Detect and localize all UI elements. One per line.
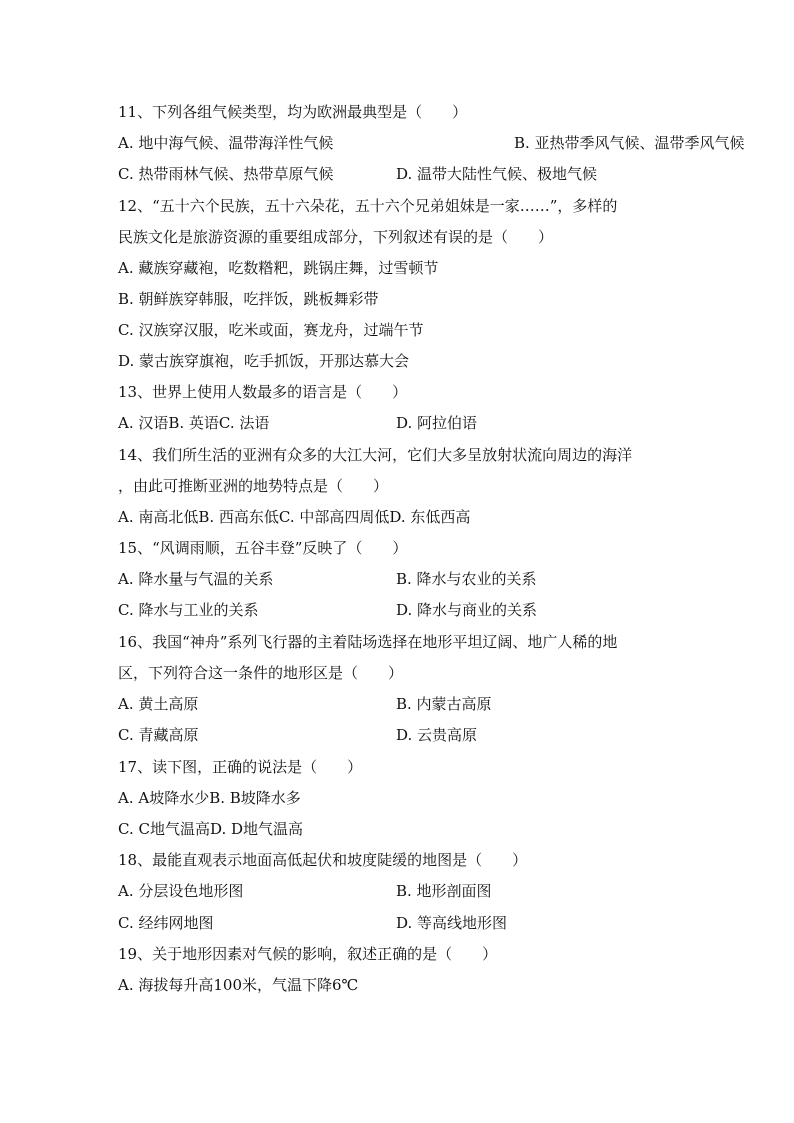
option-d: D. 云贵高原 <box>396 726 478 744</box>
question-16-stem-line-1: 16、我国“神舟”系列飞行器的主着陆场选择在地形平坦辽阔、地广人稀的地 <box>118 633 618 651</box>
question-12-option-a: A. 藏族穿藏袍，吃数糌粑，跳锅庄舞，过雪顿节 <box>118 259 439 277</box>
option-c: C. 青藏高原 <box>118 726 199 744</box>
question-17-options-row-2: C. C地气温高D. D地气温高 <box>118 820 304 838</box>
option-a: A. 地中海气候、温带海洋性气候 <box>118 134 334 152</box>
question-15-options-row-2 <box>118 600 538 620</box>
question-15-stem: 15、“风调雨顺，五谷丰登”反映了（ ） <box>118 539 408 557</box>
option-d: D. 降水与商业的关系 <box>396 601 538 619</box>
question-12-stem-line-1: 12、“五十六个民族，五十六朵花，五十六个兄弟姐妹是一家……”，多样的 <box>118 197 618 215</box>
question-14-options: A. 南高北低B. 西高东低C. 中部高四周低D. 东低西高 <box>118 508 471 526</box>
question-11-options-row-1 <box>118 133 745 153</box>
question-18-stem: 18、最能直观表示地面高低起伏和坡度陡缓的地图是（ ） <box>118 851 528 869</box>
option-d: D. 温带大陆性气候、极地气候 <box>396 165 598 183</box>
option-b: B. 亚热带季风气候、温带季风气候 <box>514 134 745 152</box>
option-b: B. 内蒙古高原 <box>396 695 492 713</box>
question-13-stem: 13、世界上使用人数最多的语言是（ ） <box>118 383 408 401</box>
question-18-options-row-2 <box>118 913 508 933</box>
question-12-option-b: B. 朝鲜族穿韩服，吃拌饭，跳板舞彩带 <box>118 290 379 308</box>
question-12-stem-line-2: 民族文化是旅游资源的重要组成部分，下列叙述有误的是（ ） <box>118 228 554 246</box>
question-17-options-row-1: A. A坡降水少B. B坡降水多 <box>118 789 301 807</box>
question-14-stem-line-1: 14、我们所生活的亚洲有众多的大江大河，它们大多呈放射状流向周边的海洋 <box>118 446 633 464</box>
option-a: A. 黄土高原 <box>118 695 199 713</box>
option-a: A. 分层设色地形图 <box>118 882 244 900</box>
option-c: C. 热带雨林气候、热带草原气候 <box>118 165 334 183</box>
option-b: B. 地形剖面图 <box>396 882 492 900</box>
question-13-options-row-1 <box>118 413 478 433</box>
question-19-option-a: A. 海拔每升高100米，气温下降6℃ <box>118 976 359 994</box>
question-15-options-row-1 <box>118 569 537 589</box>
question-12-option-c: C. 汉族穿汉服，吃米或面，赛龙舟，过端午节 <box>118 321 424 339</box>
option-b: B. 降水与农业的关系 <box>396 570 537 588</box>
option-abc: A. 汉语B. 英语C. 法语 <box>118 414 270 432</box>
option-a: A. 降水量与气温的关系 <box>118 570 274 588</box>
question-16-options-row-1 <box>118 694 492 714</box>
question-17-stem: 17、读下图，正确的说法是（ ） <box>118 758 363 776</box>
question-19-stem: 19、关于地形因素对气候的影响，叙述正确的是（ ） <box>118 945 498 963</box>
option-d: D. 阿拉伯语 <box>396 414 478 432</box>
question-11-options-row-2 <box>118 164 598 184</box>
question-16-options-row-2 <box>118 725 478 745</box>
option-d: D. 等高线地形图 <box>396 914 508 932</box>
question-11-stem: 11、下列各组气候类型，均为欧洲最典型是（ ） <box>118 103 468 121</box>
option-c: C. 降水与工业的关系 <box>118 601 259 619</box>
question-12-option-d: D. 蒙古族穿旗袍，吃手抓饭，开那达慕大会 <box>118 352 410 370</box>
option-c: C. 经纬网地图 <box>118 914 214 932</box>
question-18-options-row-1 <box>118 881 492 901</box>
question-14-stem-line-2: ，由此可推断亚洲的地势特点是（ ） <box>118 477 389 495</box>
question-16-stem-line-2: 区，下列符合这一条件的地形区是（ ） <box>118 664 404 682</box>
